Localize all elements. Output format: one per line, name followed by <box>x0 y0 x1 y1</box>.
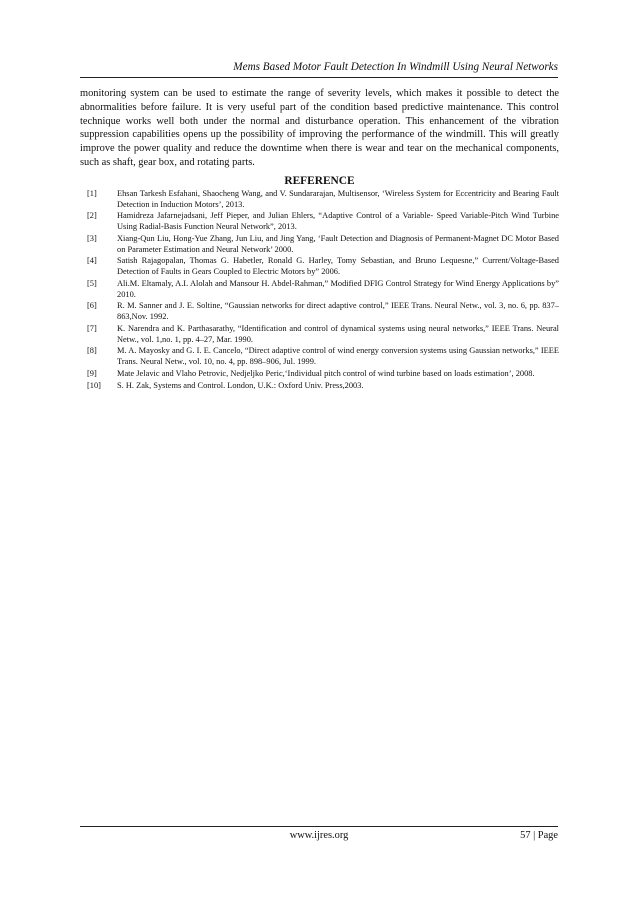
reference-number: [8] <box>87 346 97 356</box>
reference-text: Mate Jelavic and Vlaho Petrovic, Nedjeljko Peric,‘Individual pitch control of wind turbine based on loads estimation’, 2008. <box>117 368 535 378</box>
reference-number: [2] <box>87 211 97 221</box>
reference-item <box>87 211 559 232</box>
reference-item <box>87 346 559 367</box>
reference-number: [7] <box>87 323 97 333</box>
header-divider <box>80 77 558 78</box>
running-header: Mems Based Motor Fault Detection In Windmill Using Neural Networks <box>233 61 558 73</box>
reference-number: [9] <box>87 368 97 378</box>
footer-url: www.ijres.org <box>289 830 349 841</box>
reference-item <box>87 279 559 300</box>
reference-item <box>87 301 559 322</box>
reference-number: [3] <box>87 233 97 243</box>
reference-item <box>87 189 559 210</box>
reference-number: [10] <box>87 380 101 390</box>
reference-text: Ehsan Tarkesh Esfahani, Shaocheng Wang, and V. Sundararajan, Multisensor, ‘Wireless System for Eccentricity and Bearing Fault Detection in Induction Motors’, 2013. <box>117 189 559 209</box>
reference-text: Satish Rajagopalan, Thomas G. Habetler, Ronald G. Harley, Tomy Sebastian, and Bruno Lequesne,” Current/Voltage-Based Detection of Faults in Gears Coupled to Electric Motors by” 2006. <box>117 256 559 277</box>
reference-list <box>87 189 559 393</box>
page-number: 57 | Page <box>520 830 558 841</box>
reference-number: [5] <box>87 278 97 288</box>
reference-item <box>87 381 559 392</box>
references-heading: REFERENCE <box>284 175 355 187</box>
reference-text: Xiang-Qun Liu, Hong-Yue Zhang, Jun Liu, and Jing Yang, ‘Fault Detection and Diagnosis of Permanent-Magnet DC Motor Based on Parameter Estimation and Neural Network’ 2000. <box>117 233 559 254</box>
reference-text: R. M. Sanner and J. E. Soltine, “Gaussian networks for direct adaptive control,” IEEE Trans. Neural Netw., vol. 3, no. 6, pp. 837–863,Nov. 1992. <box>117 301 559 322</box>
reference-item <box>87 256 559 277</box>
reference-number: [6] <box>87 301 97 311</box>
reference-item <box>87 369 559 380</box>
reference-text: Ali.M. Eltamaly, A.I. Alolah and Mansour H. Abdel-Rahman,” Modified DFIG Control Strategy for Wind Energy Applications by” 2010. <box>117 278 559 299</box>
reference-text: S. H. Zak, Systems and Control. London, U.K.: Oxford Univ. Press,2003. <box>117 380 364 390</box>
reference-text: Hamidreza Jafarnejadsani, Jeff Pieper, and Julian Ehlers, “Adaptive Control of a Variable- Speed Variable-Pitch Wind Turbine Using Radial-Basis Function Neural Network”, 2013. <box>117 211 559 232</box>
reference-item <box>87 234 559 255</box>
reference-number: [1] <box>87 189 97 198</box>
reference-item <box>87 324 559 345</box>
body-paragraph: monitoring system can be used to estimate the range of severity levels, which makes it possible to detect the abnormalities before failure. It is very useful part of the condition based predictive maintenance. This control technique works well both under the normal and disturbance operation. This enhancement of the vibration suppression capabilities opens up the possibility of improving the performance of the windmill. This will greatly improve the power quality and reduce the downtime when there is wear and tear on the mechanical components, such as shaft, gear box, and rotating parts. <box>80 88 559 168</box>
reference-text: M. A. Mayosky and G. I. E. Cancelo, “Direct adaptive control of wind energy conversion systems using Gaussian networks,” IEEE Trans. Neural Netw., vol. 10, no. 4, pp. 898–906, Jul. 1999. <box>117 346 559 366</box>
reference-text: K. Narendra and K. Parthasarathy, “Identification and control of dynamical systems using neural networks,” IEEE Trans. Neural Netw., vol. 1,no. 1, pp. 4–27, Mar. 1990. <box>117 323 559 344</box>
footer-divider <box>80 826 558 827</box>
reference-number: [4] <box>87 256 97 266</box>
